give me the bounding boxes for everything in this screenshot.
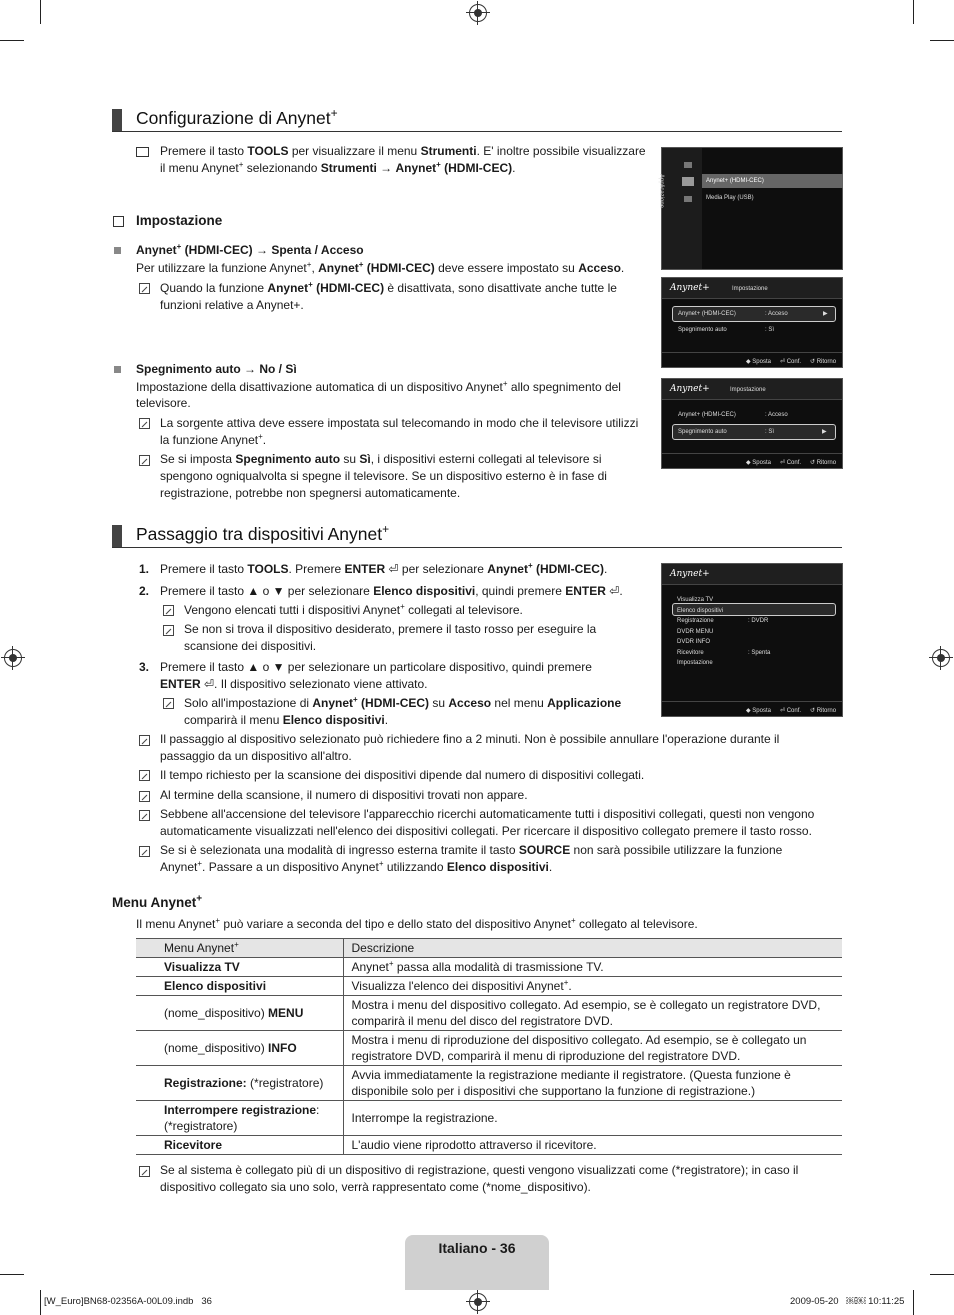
note-text: Se si imposta Spegnimento auto su Sì, i dispositivi esterni collegati al televisore si: [160, 452, 602, 466]
crop-mark: [0, 40, 24, 41]
footer-hint: ⏎ Conf.: [780, 460, 802, 466]
registration-mark-icon: [932, 649, 950, 667]
note-text: registrazione, potrebbe non spegnersi automaticamente.: [160, 486, 461, 500]
footer-hint: ◆ Sposta: [746, 708, 771, 714]
step-number: 1.: [139, 562, 150, 576]
sub-heading: Impostazione: [136, 213, 223, 228]
device-list-item: DVDR MENU: [677, 628, 714, 635]
table-cell-menu: Elenco dispositivi: [136, 977, 343, 996]
section-title: Passaggio tra dispositivi Anynet+: [136, 522, 390, 544]
crop-mark: [930, 1274, 954, 1275]
note-text: Se si è selezionata una modalità di ingresso esterna tramite il tasto SOURCE non sarà possibile utilizzare la funzione: [160, 843, 783, 857]
table-row: [136, 958, 842, 977]
tv-screen-device-list: [661, 563, 843, 717]
table-cell-description: Visualizza l'elenco dei dispositivi Anynet+.: [343, 977, 842, 996]
note-icon: [163, 625, 174, 636]
file-info: [W_Euro]BN68-02356A-00L09.indb 36: [44, 1296, 212, 1307]
footer-hint: ⏎ Conf.: [780, 359, 802, 365]
table-row: [136, 1101, 842, 1136]
tv-screen-setup: [661, 277, 843, 368]
note-text: Solo all'impostazione di Anynet+ (HDMI-CEC) su Acceso nel menu Applicazione: [184, 695, 622, 710]
note-text: La sorgente attiva deve essere impostata sul telecomando in modo che il televisore utilizzi: [160, 416, 639, 430]
note-text: Anynet+. Passare a un dispositivo Anynet+ utilizzando Elenco dispositivi.: [160, 859, 553, 874]
table-cell-description: Mostra i menu di riproduzione del dispositivo collegato. Ad esempio, se è collegato un registratore DVD, comparirà il menu di riproduzione del registratore DVD.: [343, 1031, 842, 1066]
table-cell-menu: (nome_dispositivo) INFO: [136, 1031, 343, 1066]
registration-mark-icon: [4, 649, 22, 667]
note-icon: [139, 418, 150, 429]
menu-item: Media Play (USB): [706, 195, 754, 201]
table-header: [136, 939, 842, 958]
note-icon: [139, 283, 150, 294]
note-icon: [139, 735, 150, 746]
menu-icon: [684, 162, 692, 168]
section-rule: [112, 547, 842, 548]
note-icon: [139, 810, 150, 821]
row-key: Anynet+ (HDMI-CEC): [678, 311, 736, 317]
table-cell-description: Mostra i menu del dispositivo collegato. Ad esempio, se è collegato un registratore DVD, comparirà il menu del disco del registratore DVD.: [343, 996, 842, 1031]
note-icon: [139, 846, 150, 857]
note-text: comparirà il menu Elenco dispositivi.: [184, 713, 389, 727]
device-list-item: Ricevitore: [677, 649, 704, 656]
note-text: automaticamente visualizzati nell'elenco dei dispositivi collegati. Per ricercare il dispositivo collegato premere il tasto rosso.: [160, 824, 812, 838]
section-marker: [112, 109, 122, 131]
note-icon: [139, 770, 150, 781]
item-desc: televisore.: [136, 396, 191, 410]
registration-mark-icon: [469, 4, 487, 22]
crop-mark: [930, 40, 954, 41]
anynet-logo: Anynet+: [670, 569, 710, 579]
step-text: ENTER ⏎. Il dispositivo selezionato viene attivato.: [160, 677, 428, 691]
device-list-item: DVDR INFO: [677, 639, 710, 645]
device-list-item: Impostazione: [677, 660, 713, 666]
note-text: Il tempo richiesto per la scansione dei dispositivi dipende dal numero di dispositivi collegati.: [160, 768, 645, 782]
crop-mark: [0, 1274, 24, 1275]
note-text: la funzione Anynet+.: [160, 432, 267, 447]
crop-mark: [913, 0, 914, 24]
arrow-right-icon: ▶: [823, 311, 828, 317]
crop-mark: [40, 0, 41, 24]
table-cell-description: Anynet+ passa alla modalità di trasmissione TV.: [343, 958, 842, 977]
step-text: Premere il tasto TOOLS. Premere ENTER ⏎ per selezionare Anynet+ (HDMI-CEC).: [160, 561, 608, 576]
anynet-logo: Anynet+: [670, 283, 710, 293]
note-text: dispositivo collegato sia uno solo, verrà rappresentato come (*nome_dispositivo).: [160, 1180, 591, 1194]
table-row: [136, 996, 842, 1031]
note-text: spengono ogniqualvolta si spegne il televisore. Se un dispositivo esterno è in fase di: [160, 469, 607, 483]
row-key: Anynet+ (HDMI-CEC): [678, 412, 736, 418]
device-list-item: Elenco dispositivi: [677, 607, 724, 614]
menu-icon: [682, 177, 694, 186]
table-cell-menu: (nome_dispositivo) MENU: [136, 996, 343, 1031]
footer-hint: ⏎ Conf.: [780, 708, 802, 714]
row-value: : Sì: [765, 429, 775, 435]
note-text: Al termine della scansione, il numero di dispositivi trovati non appare.: [160, 788, 528, 802]
note-text: Sebbene all'accensione del televisore l'apparecchio ricerchi automaticamente tutti i dispositivi collegati, questi non vengono: [160, 807, 815, 821]
menu-intro: Il menu Anynet+ può variare a seconda del tipo e dello stato del dispositivo Anynet+ collegato al televisore.: [136, 916, 698, 931]
bullet-icon: [114, 366, 121, 373]
footer-hint: ◆ Sposta: [746, 460, 771, 466]
step-number: 2.: [139, 584, 150, 598]
table-row: [136, 1136, 842, 1155]
footer-hint: ↺ Ritorno: [810, 708, 837, 714]
page-number: Italiano - 36: [438, 1240, 516, 1256]
step-text: Premere il tasto ▲ o ▼ per selezionare un particolare dispositivo, quindi premere: [160, 660, 592, 674]
section-marker: [112, 525, 122, 547]
side-label: Applicazione: [658, 173, 665, 209]
menu-heading: Menu Anynet+: [112, 893, 203, 910]
footer-hint: ↺ Ritorno: [810, 359, 837, 365]
device-list-item: Registrazione: [677, 618, 714, 624]
note-icon: [163, 698, 174, 709]
note-text: scansione dei dispositivi.: [184, 639, 317, 653]
note-text: funzioni relative a Anynet+.: [160, 298, 304, 312]
menu-item: Anynet+ (HDMI-CEC): [706, 178, 764, 184]
table-cell-menu: Visualizza TV: [136, 958, 343, 977]
row-key: Spegnimento auto: [678, 327, 727, 333]
note-text: Quando la funzione Anynet+ (HDMI-CEC) è disattivata, sono disattivate anche tutte le: [160, 280, 617, 295]
screen-title: Impostazione: [732, 286, 768, 292]
table-cell-menu: Interrompere registrazione: (*registratore): [136, 1101, 343, 1136]
checkbox-icon: [113, 216, 124, 227]
note-icon: [139, 1166, 150, 1177]
device-list-item: Visualizza TV: [677, 597, 714, 603]
row-value: : Acceso: [765, 311, 788, 317]
anynet-menu-table: [136, 938, 842, 1155]
item-desc: Impostazione della disattivazione automatica di un dispositivo Anynet+ allo spegnimento del: [136, 379, 621, 394]
row-value: : Acceso: [765, 412, 788, 418]
table-header-cell: Descrizione: [343, 939, 842, 958]
note-text: passaggio da un dispositivo all'altro.: [160, 749, 352, 763]
registration-mark-icon: [469, 1293, 487, 1311]
tv-screen-application: [658, 147, 843, 270]
anynet-logo: Anynet+: [670, 384, 710, 394]
note-text: Se al sistema è collegato più di un dispositivo di registrazione, questi vengono visualizzati come (*registratore); in caso il: [160, 1163, 799, 1177]
tv-screen-setup: [661, 378, 843, 469]
intro-text: Premere il tasto TOOLS per visualizzare il menu Strumenti. E' inoltre possibile visualizzare: [160, 144, 646, 158]
table-cell-description: L'audio viene riprodotto attraverso il ricevitore.: [343, 1136, 842, 1155]
intro-text: il menu Anynet+ selezionando Strumenti → Anynet+ (HDMI-CEC).: [160, 160, 516, 175]
item-title: Spegnimento auto → No / Sì: [136, 362, 297, 376]
table-row: [136, 1031, 842, 1066]
footer-hint: ◆ Sposta: [746, 359, 771, 365]
screen-title: Impostazione: [730, 387, 766, 393]
item-desc: Per utilizzare la funzione Anynet+, Anynet+ (HDMI-CEC) deve essere impostato su Acceso.: [136, 260, 625, 275]
table-cell-menu: Registrazione: (*registratore): [136, 1066, 343, 1101]
note-icon: [163, 605, 174, 616]
tools-icon: [136, 147, 149, 157]
row-key: Spegnimento auto: [678, 429, 727, 435]
table-cell-description: Interrompe la registrazione.: [343, 1101, 842, 1136]
item-title: Anynet+ (HDMI-CEC) → Spenta / Acceso: [136, 242, 364, 257]
menu-icon: [684, 196, 692, 202]
crop-mark: [40, 1290, 41, 1315]
note-icon: [139, 455, 150, 466]
note-text: Vengono elencati tutti i dispositivi Anynet+ collegati al televisore.: [184, 602, 523, 617]
table-row: [136, 977, 842, 996]
section-title: Configurazione di Anynet+: [136, 106, 338, 128]
bullet-icon: [114, 247, 121, 254]
device-list-value: : Spenta: [748, 649, 771, 656]
footer-hint: ↺ Ritorno: [810, 460, 837, 466]
step-number: 3.: [139, 660, 150, 674]
note-text: Il passaggio al dispositivo selezionato può richiedere fino a 2 minuti. Non è possibile annullare l'operazione durante il: [160, 732, 780, 746]
table-cell-menu: Ricevitore: [136, 1136, 343, 1155]
crop-mark: [913, 1290, 914, 1315]
note-icon: [139, 791, 150, 802]
step-text: Premere il tasto ▲ o ▼ per selezionare Elenco dispositivi, quindi premere ENTER ⏎.: [160, 584, 623, 598]
section-rule: [112, 131, 842, 132]
table-cell-description: Avvia immediatamente la registrazione mediante il registratore. (Questa funzione è disponibile solo per i dispositivi che supportano la funzione di registrazione.): [343, 1066, 842, 1101]
date-info: 2009-05-20 ￼￼ 10:11:25: [790, 1296, 905, 1307]
note-text: Se non si trova il dispositivo desiderato, premere il tasto rosso per eseguire la: [184, 622, 597, 636]
device-list-value: : DVDR: [748, 618, 769, 624]
table-header-cell: Menu Anynet+: [136, 939, 343, 958]
row-value: : Sì: [765, 327, 775, 333]
table-row: [136, 1066, 842, 1101]
arrow-right-icon: ▶: [822, 429, 827, 435]
